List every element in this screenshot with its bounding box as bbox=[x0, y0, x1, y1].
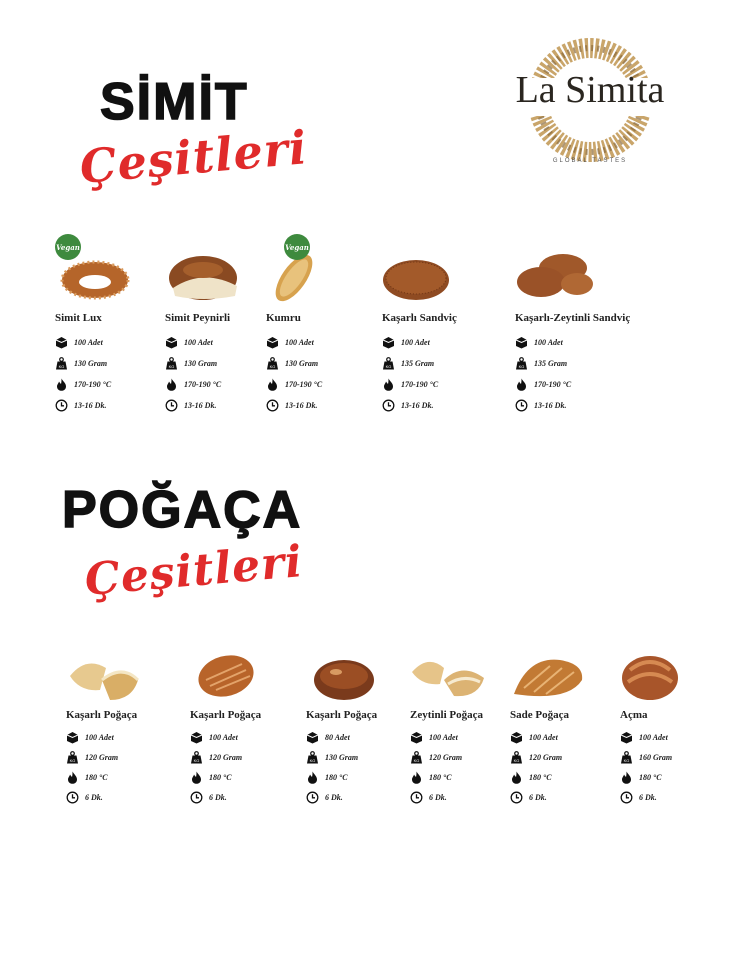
product-image bbox=[55, 242, 155, 308]
product-image bbox=[620, 650, 720, 705]
spec-weight: KG 120 Gram bbox=[66, 747, 206, 767]
svg-text:KG: KG bbox=[513, 757, 520, 763]
box-icon bbox=[515, 336, 528, 349]
weight-icon bbox=[515, 357, 528, 370]
spec-weight: KG 135 Gram bbox=[515, 353, 675, 374]
product-image bbox=[190, 650, 290, 705]
flame-icon bbox=[55, 378, 68, 391]
clock-icon bbox=[55, 399, 68, 412]
spec-quantity: 100 Adet bbox=[55, 332, 195, 353]
spec-duration: 6 Dk. bbox=[306, 787, 446, 807]
product-name: Kaşarlı Poğaça bbox=[306, 709, 378, 721]
pogaca-icon bbox=[410, 650, 490, 705]
weight-icon bbox=[410, 751, 423, 764]
flame-icon bbox=[66, 771, 79, 784]
box-icon bbox=[190, 731, 203, 744]
logo-name: La Simita bbox=[515, 69, 665, 111]
flame-icon bbox=[266, 378, 279, 391]
product-name: Kaşarlı Poğaça bbox=[190, 709, 262, 721]
flame-icon bbox=[382, 378, 395, 391]
product-name: Kaşarlı-Zeytinli Sandviç bbox=[515, 312, 631, 324]
product-image bbox=[266, 242, 366, 308]
clock-icon bbox=[190, 791, 203, 804]
spec-temperature: 170-190 °C bbox=[382, 374, 522, 395]
clock-icon bbox=[165, 399, 178, 412]
clock-icon bbox=[410, 791, 423, 804]
product-name: Simit Peynirli bbox=[165, 312, 231, 324]
product-name: Sade Poğaça bbox=[510, 709, 569, 721]
box-icon bbox=[620, 731, 633, 744]
spec-quantity: 100 Adet bbox=[515, 332, 675, 353]
spec-weight: KG 130 Gram bbox=[165, 353, 305, 374]
flame-icon bbox=[410, 771, 423, 784]
product-image bbox=[515, 248, 615, 308]
pogaca-subtitle: Çeşitleri bbox=[82, 536, 305, 606]
spec-quantity: 100 Adet bbox=[510, 727, 650, 747]
spec-duration: 6 Dk. bbox=[190, 787, 330, 807]
clock-icon bbox=[510, 791, 523, 804]
spec-temperature: 180 °C bbox=[190, 767, 330, 787]
svg-text:KG: KG bbox=[193, 757, 200, 763]
pogaca-icon bbox=[190, 650, 270, 705]
product-kasarli-pogaca-1 bbox=[66, 650, 206, 807]
pogaca-icon bbox=[510, 650, 590, 705]
weight-icon bbox=[190, 751, 203, 764]
spec-temperature: 170-190 °C bbox=[515, 374, 675, 395]
box-icon bbox=[410, 731, 423, 744]
product-acma bbox=[620, 650, 720, 807]
product-image bbox=[410, 650, 510, 705]
spec-duration: 13-16 Dk. bbox=[382, 395, 522, 416]
spec-quantity: 100 Adet bbox=[620, 727, 720, 747]
spec-quantity: 100 Adet bbox=[66, 727, 206, 747]
spec-quantity: 100 Adet bbox=[382, 332, 522, 353]
product-kasarli-zeytinli-sandvic bbox=[515, 248, 675, 416]
clock-icon bbox=[382, 399, 395, 412]
spec-temperature: 170-190 °C bbox=[55, 374, 195, 395]
spec-quantity: 100 Adet bbox=[165, 332, 305, 353]
svg-text:KG: KG bbox=[413, 757, 420, 763]
spec-weight: KG 130 Gram bbox=[306, 747, 446, 767]
sandwich-bun-icon bbox=[382, 248, 462, 303]
product-name: Açma bbox=[620, 709, 648, 721]
product-image bbox=[66, 650, 166, 705]
vegan-badge-icon: Vegan bbox=[55, 234, 81, 260]
spec-weight: KG 120 Gram bbox=[410, 747, 550, 767]
product-name: Kaşarlı Sandviç bbox=[382, 312, 457, 324]
spec-duration: 6 Dk. bbox=[620, 787, 720, 807]
clock-icon bbox=[515, 399, 528, 412]
flame-icon bbox=[620, 771, 633, 784]
spec-weight: KG 130 Gram bbox=[266, 353, 406, 374]
simit-cheese-icon bbox=[165, 248, 245, 303]
spec-duration: 6 Dk. bbox=[410, 787, 550, 807]
box-icon bbox=[165, 336, 178, 349]
product-name: Kumru bbox=[266, 312, 301, 324]
svg-text:KG: KG bbox=[623, 757, 630, 763]
spec-temperature: 170-190 °C bbox=[266, 374, 406, 395]
logo-tagline: GLOBAL TASTES bbox=[552, 158, 628, 164]
product-name: Kaşarlı Poğaça bbox=[66, 709, 138, 721]
pogaca-icon bbox=[306, 650, 386, 705]
flame-icon bbox=[510, 771, 523, 784]
spec-duration: 13-16 Dk. bbox=[515, 395, 675, 416]
acma-icon bbox=[620, 650, 690, 705]
spec-quantity: 80 Adet bbox=[306, 727, 446, 747]
svg-text:KG: KG bbox=[58, 364, 65, 369]
weight-icon bbox=[382, 357, 395, 370]
brand-logo bbox=[490, 30, 690, 180]
clock-icon bbox=[66, 791, 79, 804]
box-icon bbox=[55, 336, 68, 349]
flame-icon bbox=[165, 378, 178, 391]
weight-icon bbox=[66, 751, 79, 764]
product-image bbox=[165, 248, 265, 308]
weight-icon bbox=[165, 357, 178, 370]
spec-temperature: 180 °C bbox=[510, 767, 650, 787]
svg-text:KG: KG bbox=[69, 757, 76, 763]
spec-quantity: 100 Adet bbox=[190, 727, 330, 747]
pogaca-title: POĞAÇA bbox=[62, 481, 303, 539]
product-image bbox=[510, 650, 610, 705]
pogaca-icon bbox=[66, 650, 146, 705]
spec-duration: 13-16 Dk. bbox=[165, 395, 305, 416]
box-icon bbox=[510, 731, 523, 744]
svg-text:KG: KG bbox=[309, 757, 316, 763]
spec-duration: 13-16 Dk. bbox=[266, 395, 406, 416]
box-icon bbox=[66, 731, 79, 744]
weight-icon bbox=[510, 751, 523, 764]
svg-text:KG: KG bbox=[168, 364, 175, 369]
clock-icon bbox=[266, 399, 279, 412]
weight-icon bbox=[266, 357, 279, 370]
product-name: Simit Lux bbox=[55, 312, 102, 324]
product-name: Zeytinli Poğaça bbox=[410, 709, 484, 721]
simit-title: SİMİT bbox=[100, 73, 249, 131]
vegan-badge-icon: Vegan bbox=[284, 234, 310, 260]
spec-duration: 6 Dk. bbox=[510, 787, 650, 807]
spec-temperature: 180 °C bbox=[66, 767, 206, 787]
svg-text:KG: KG bbox=[385, 364, 392, 369]
spec-weight: KG 135 Gram bbox=[382, 353, 522, 374]
spec-quantity: 100 Adet bbox=[410, 727, 550, 747]
product-image bbox=[382, 248, 482, 308]
spec-weight: KG 130 Gram bbox=[55, 353, 195, 374]
simit-subtitle: Çeşitleri bbox=[77, 120, 310, 194]
box-icon bbox=[382, 336, 395, 349]
spec-temperature: 180 °C bbox=[306, 767, 446, 787]
weight-icon bbox=[306, 751, 319, 764]
spec-temperature: 180 °C bbox=[410, 767, 550, 787]
product-kasarli-sandvic bbox=[382, 248, 522, 416]
spec-temperature: 180 °C bbox=[620, 767, 720, 787]
clock-icon bbox=[620, 791, 633, 804]
spec-weight: KG 120 Gram bbox=[510, 747, 650, 767]
svg-text:KG: KG bbox=[269, 364, 276, 369]
sandwich-buns-icon bbox=[515, 248, 605, 303]
product-image bbox=[306, 650, 406, 705]
flame-icon bbox=[515, 378, 528, 391]
weight-icon bbox=[55, 357, 68, 370]
spec-weight: KG 160 Gram bbox=[620, 747, 720, 767]
weight-icon bbox=[620, 751, 633, 764]
box-icon bbox=[306, 731, 319, 744]
flame-icon bbox=[306, 771, 319, 784]
spec-weight: KG 120 Gram bbox=[190, 747, 330, 767]
flame-icon bbox=[190, 771, 203, 784]
clock-icon bbox=[306, 791, 319, 804]
spec-temperature: 170-190 °C bbox=[165, 374, 305, 395]
spec-duration: 13-16 Dk. bbox=[55, 395, 195, 416]
spec-duration: 6 Dk. bbox=[66, 787, 206, 807]
box-icon bbox=[266, 336, 279, 349]
svg-text:KG: KG bbox=[518, 364, 525, 369]
spec-quantity: 100 Adet bbox=[266, 332, 406, 353]
